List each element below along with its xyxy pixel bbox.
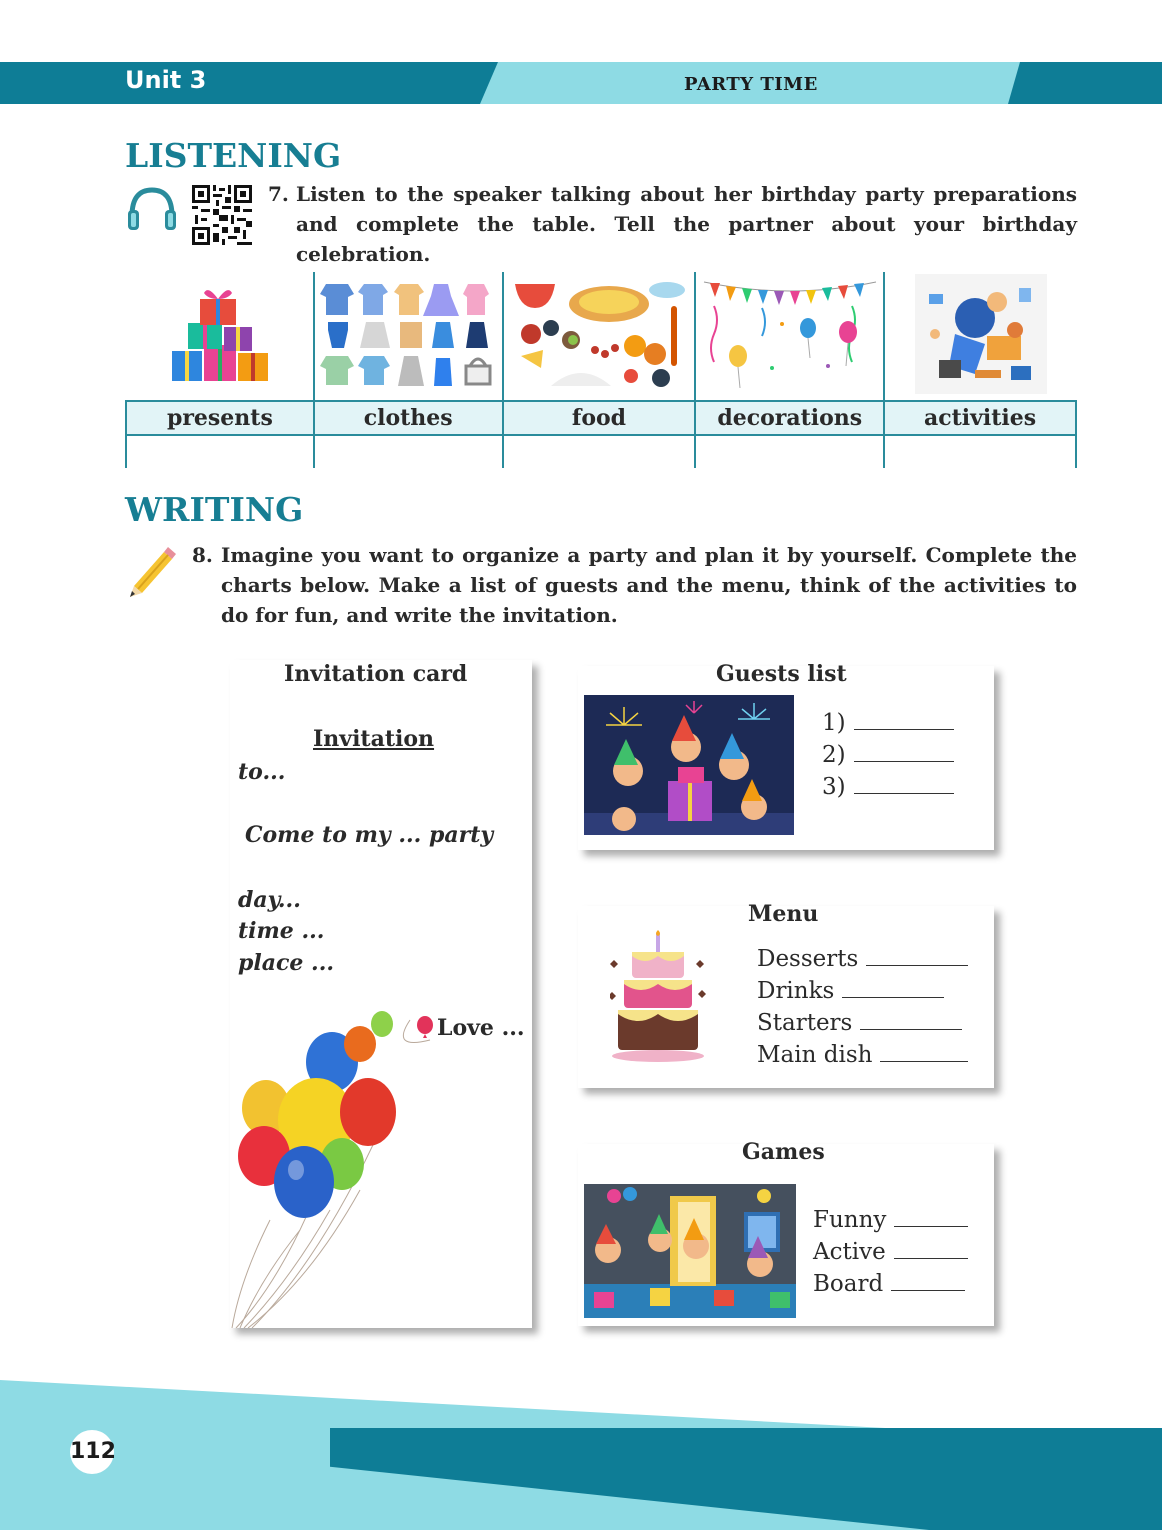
activities-image-cell [884,272,1076,401]
menu-desserts-label: Desserts [757,946,859,972]
writing-heading: WRITING [125,490,304,529]
invitation-place[interactable]: place ... [238,950,335,976]
invitation-day[interactable]: day... [238,887,301,913]
food-image-cell [503,272,696,401]
guest-3-blank[interactable] [854,792,954,794]
games-funny-row[interactable] [813,1207,968,1233]
guest-1-blank[interactable] [854,728,954,730]
decorations-image [702,276,878,392]
invitation-card-title: Invitation card [284,661,468,687]
games-funny-label: Funny [813,1207,887,1233]
task-7-text: Listen to the speaker talking about her birthday party preparations and complete the table. Tell the partner about your birthday celebration. [296,182,1077,266]
food-image [511,276,687,392]
answer-cell-presents[interactable] [126,435,314,468]
menu-main-dish-label: Main dish [757,1042,873,1068]
answer-cell-food[interactable] [503,435,696,468]
presents-image [164,279,274,389]
small-balloon-icon [416,1016,434,1040]
games-active-blank[interactable] [894,1257,968,1259]
task-7 [268,179,1077,269]
listening-table [125,272,1077,468]
answer-cell-clothes[interactable] [314,435,503,468]
menu-drinks-label: Drinks [757,978,835,1004]
column-header-decorations: decorations [695,401,884,435]
games-title: Games [742,1139,825,1165]
decorations-image-cell [695,272,884,401]
menu-starters-label: Starters [757,1010,853,1036]
headphones-icon [126,186,178,234]
menu-title: Menu [748,901,819,927]
answer-cell-activities[interactable] [884,435,1076,468]
menu-desserts-row[interactable] [757,946,968,972]
task-7-number: 7. [268,182,289,206]
pencil-icon [126,544,176,598]
games-board-row[interactable] [813,1271,965,1297]
birthday-cake-image [610,930,706,1066]
activities-image [915,274,1047,394]
unit-label: Unit 3 [125,66,207,94]
column-header-clothes: clothes [314,401,503,435]
answer-cell-decorations[interactable] [695,435,884,468]
games-funny-blank[interactable] [894,1225,968,1227]
presents-image-cell [126,272,314,401]
column-header-food: food [503,401,696,435]
clothes-image-cell [314,272,503,401]
column-header-presents: presents [126,401,314,435]
invitation-to[interactable]: to... [238,759,286,785]
menu-desserts-blank[interactable] [866,964,968,966]
kids-games-image [584,1184,796,1318]
task-8 [192,540,1077,630]
task-8-text: Imagine you want to organize a party and plan it by yourself. Complete the charts below. Make a list of guests and the menu, think of the activities to do for fun, and write the invitation. [221,543,1077,627]
menu-drinks-row[interactable] [757,978,944,1004]
games-board-blank[interactable] [891,1289,965,1291]
clothes-image [320,278,496,390]
page-number: 112 [70,1430,114,1474]
menu-main-dish-blank[interactable] [880,1060,968,1062]
guest-1-label: 1) [822,710,846,736]
invitation-come-to-party[interactable]: Come to my ... party [245,822,494,848]
guest-2-label: 2) [822,742,846,768]
task-8-number: 8. [192,543,213,567]
guest-1-row[interactable] [822,710,954,736]
column-header-activities: activities [884,401,1076,435]
unit-title: PARTY TIME [684,74,818,95]
guest-2-row[interactable] [822,742,954,768]
guest-2-blank[interactable] [854,760,954,762]
invitation-subtitle: Invitation [313,726,435,752]
guest-3-label: 3) [822,774,846,800]
menu-main-dish-row[interactable] [757,1042,968,1068]
invitation-love[interactable]: Love ... [437,1015,525,1041]
listening-heading: LISTENING [125,136,342,175]
invitation-time[interactable]: time ... [238,918,325,944]
menu-starters-row[interactable] [757,1010,962,1036]
guests-title: Guests list [716,661,847,687]
games-active-label: Active [813,1239,886,1265]
kids-party-image [584,695,794,835]
qr-code-icon [192,185,252,245]
menu-drinks-blank[interactable] [842,996,944,998]
guest-3-row[interactable] [822,774,954,800]
games-board-label: Board [813,1271,884,1297]
games-active-row[interactable] [813,1239,968,1265]
menu-starters-blank[interactable] [860,1028,962,1030]
